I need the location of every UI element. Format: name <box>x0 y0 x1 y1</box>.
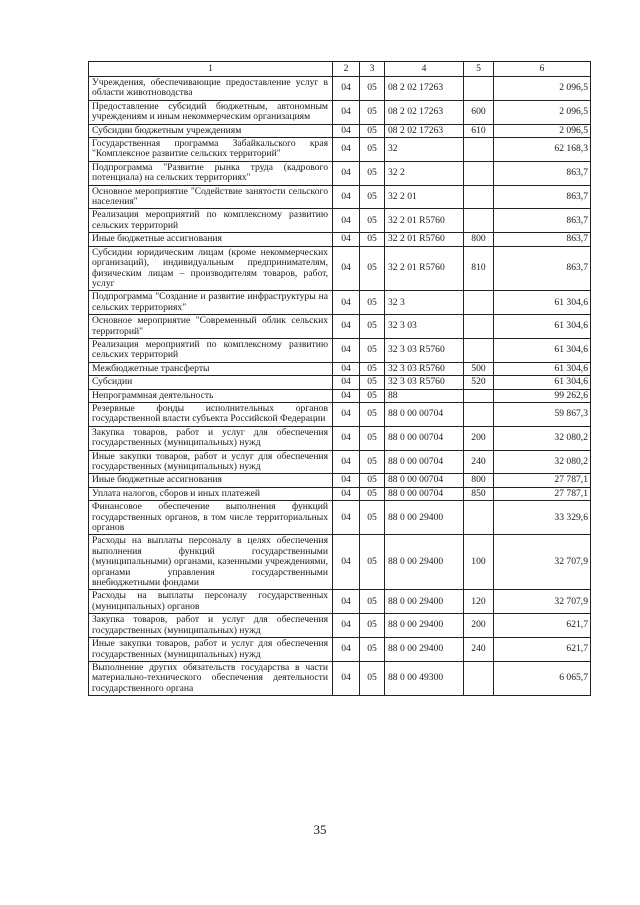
row-name: Реализация мероприятий по комплексному развитию сельских территорий <box>89 209 333 233</box>
row-name: Субсидии <box>89 376 333 389</box>
row-subsection: 05 <box>360 614 385 638</box>
row-subsection: 05 <box>360 487 385 500</box>
header-col-4: 4 <box>385 62 464 77</box>
row-target-article: 88 0 00 00704 <box>385 474 464 487</box>
row-target-article: 08 2 02 17263 <box>385 77 464 101</box>
row-subsection: 05 <box>360 338 385 362</box>
row-subsection: 05 <box>360 376 385 389</box>
row-section: 04 <box>333 590 360 614</box>
row-name: Выполнение других обязательств государства в части материально-технического обеспечения деятельности государственного органа <box>89 661 333 695</box>
row-target-article: 88 <box>385 389 464 402</box>
row-amount: 61 304,6 <box>494 291 591 315</box>
row-section: 04 <box>333 246 360 291</box>
row-subsection: 05 <box>360 362 385 375</box>
row-section: 04 <box>333 501 360 535</box>
row-target-article: 32 3 03 R5760 <box>385 362 464 375</box>
table-row <box>89 138 591 162</box>
row-name: Основное мероприятие "Современный облик сельских территорий" <box>89 315 333 339</box>
table-body <box>89 77 591 696</box>
row-amount: 62 168,3 <box>494 138 591 162</box>
row-amount: 863,7 <box>494 233 591 246</box>
header-col-5: 5 <box>464 62 494 77</box>
table-row <box>89 501 591 535</box>
row-expense-type <box>464 209 494 233</box>
row-expense-type: 850 <box>464 487 494 500</box>
table-row <box>89 389 591 402</box>
row-subsection: 05 <box>360 77 385 101</box>
row-section: 04 <box>333 450 360 474</box>
table-row <box>89 614 591 638</box>
row-expense-type: 240 <box>464 638 494 662</box>
row-target-article: 08 2 02 17263 <box>385 100 464 124</box>
table-row <box>89 590 591 614</box>
row-name: Реализация мероприятий по комплексному развитию сельских территорий <box>89 338 333 362</box>
row-section: 04 <box>333 614 360 638</box>
row-amount: 61 304,6 <box>494 376 591 389</box>
table-row <box>89 474 591 487</box>
row-amount: 32 707,9 <box>494 535 591 590</box>
row-name: Уплата налогов, сборов и иных платежей <box>89 487 333 500</box>
row-section: 04 <box>333 291 360 315</box>
row-target-article: 88 0 00 00704 <box>385 402 464 426</box>
budget-table-page <box>88 61 590 696</box>
row-subsection: 05 <box>360 100 385 124</box>
row-subsection: 05 <box>360 501 385 535</box>
row-expense-type: 800 <box>464 474 494 487</box>
header-col-2: 2 <box>333 62 360 77</box>
row-name: Закупка товаров, работ и услуг для обеспечения государственных (муниципальных) нужд <box>89 426 333 450</box>
row-subsection: 05 <box>360 161 385 185</box>
row-section: 04 <box>333 338 360 362</box>
row-expense-type <box>464 338 494 362</box>
row-target-article: 88 0 00 29400 <box>385 535 464 590</box>
row-section: 04 <box>333 535 360 590</box>
row-section: 04 <box>333 185 360 209</box>
table-row <box>89 450 591 474</box>
row-expense-type: 200 <box>464 614 494 638</box>
row-section: 04 <box>333 124 360 137</box>
table-row <box>89 209 591 233</box>
table-row <box>89 185 591 209</box>
table-row <box>89 535 591 590</box>
row-target-article: 88 0 00 29400 <box>385 638 464 662</box>
row-name: Резервные фонды исполнительных органов государственной власти субъекта Российской Федерации <box>89 402 333 426</box>
row-expense-type <box>464 661 494 695</box>
row-amount: 2 096,5 <box>494 100 591 124</box>
row-subsection: 05 <box>360 474 385 487</box>
row-expense-type <box>464 501 494 535</box>
row-section: 04 <box>333 402 360 426</box>
row-expense-type: 240 <box>464 450 494 474</box>
row-amount: 32 707,9 <box>494 590 591 614</box>
row-subsection: 05 <box>360 638 385 662</box>
row-name: Основное мероприятие "Содействие занятости сельского населения" <box>89 185 333 209</box>
row-expense-type: 200 <box>464 426 494 450</box>
row-amount: 863,7 <box>494 246 591 291</box>
row-name: Иные бюджетные ассигнования <box>89 474 333 487</box>
row-target-article: 32 3 03 R5760 <box>385 338 464 362</box>
table-row <box>89 402 591 426</box>
row-name: Субсидии бюджетным учреждениям <box>89 124 333 137</box>
table-row <box>89 638 591 662</box>
table-row <box>89 77 591 101</box>
row-subsection: 05 <box>360 389 385 402</box>
row-amount: 2 096,5 <box>494 77 591 101</box>
table-row <box>89 246 591 291</box>
row-amount: 27 787,1 <box>494 474 591 487</box>
row-section: 04 <box>333 209 360 233</box>
table-row <box>89 233 591 246</box>
row-subsection: 05 <box>360 426 385 450</box>
row-amount: 863,7 <box>494 185 591 209</box>
row-expense-type: 810 <box>464 246 494 291</box>
row-name: Субсидии юридическим лицам (кроме некоммерческих организаций), индивидуальным предпринимателям, физическим лицам – производителям товаров, работ, услуг <box>89 246 333 291</box>
row-expense-type <box>464 185 494 209</box>
table-row <box>89 338 591 362</box>
row-name: Финансовое обеспечение выполнения функций государственных органов, в том числе территориальных органов <box>89 501 333 535</box>
row-expense-type: 600 <box>464 100 494 124</box>
header-col-1: 1 <box>89 62 333 77</box>
row-subsection: 05 <box>360 246 385 291</box>
table-row <box>89 426 591 450</box>
row-name: Предоставление субсидий бюджетным, автономным учреждениям и иным некоммерческим организациям <box>89 100 333 124</box>
row-subsection: 05 <box>360 450 385 474</box>
row-target-article: 32 2 01 R5760 <box>385 233 464 246</box>
header-col-6: 6 <box>494 62 591 77</box>
row-name: Иные закупки товаров, работ и услуг для обеспечения государственных (муниципальных) нужд <box>89 638 333 662</box>
row-target-article: 88 0 00 00704 <box>385 450 464 474</box>
row-name: Закупка товаров, работ и услуг для обеспечения государственных (муниципальных) нужд <box>89 614 333 638</box>
row-amount: 2 096,5 <box>494 124 591 137</box>
row-expense-type: 800 <box>464 233 494 246</box>
row-amount: 863,7 <box>494 161 591 185</box>
row-name: Расходы на выплаты персоналу государственных (муниципальных) органов <box>89 590 333 614</box>
row-amount: 61 304,6 <box>494 362 591 375</box>
row-expense-type <box>464 161 494 185</box>
row-target-article: 88 0 00 00704 <box>385 487 464 500</box>
row-name: Подпрограмма "Развитие рынка труда (кадрового потенциала) на сельских территориях" <box>89 161 333 185</box>
row-section: 04 <box>333 661 360 695</box>
table-row <box>89 161 591 185</box>
row-section: 04 <box>333 233 360 246</box>
row-target-article: 88 0 00 29400 <box>385 614 464 638</box>
row-section: 04 <box>333 389 360 402</box>
row-amount: 32 080,2 <box>494 426 591 450</box>
row-subsection: 05 <box>360 661 385 695</box>
row-expense-type: 520 <box>464 376 494 389</box>
row-section: 04 <box>333 77 360 101</box>
table-row <box>89 315 591 339</box>
row-expense-type <box>464 138 494 162</box>
row-subsection: 05 <box>360 535 385 590</box>
row-name: Иные бюджетные ассигнования <box>89 233 333 246</box>
row-section: 04 <box>333 138 360 162</box>
row-subsection: 05 <box>360 209 385 233</box>
row-name: Непрограммная деятельность <box>89 389 333 402</box>
row-amount: 6 065,7 <box>494 661 591 695</box>
table-row <box>89 124 591 137</box>
row-section: 04 <box>333 315 360 339</box>
row-section: 04 <box>333 638 360 662</box>
row-section: 04 <box>333 474 360 487</box>
row-target-article: 32 2 01 R5760 <box>385 209 464 233</box>
row-amount: 59 867,3 <box>494 402 591 426</box>
row-target-article: 32 3 <box>385 291 464 315</box>
row-subsection: 05 <box>360 402 385 426</box>
header-row <box>89 62 591 77</box>
row-subsection: 05 <box>360 233 385 246</box>
row-subsection: 05 <box>360 124 385 137</box>
row-section: 04 <box>333 100 360 124</box>
row-amount: 621,7 <box>494 638 591 662</box>
row-expense-type: 500 <box>464 362 494 375</box>
row-target-article: 32 3 03 <box>385 315 464 339</box>
row-subsection: 05 <box>360 315 385 339</box>
row-target-article: 88 0 00 29400 <box>385 590 464 614</box>
row-subsection: 05 <box>360 291 385 315</box>
row-amount: 32 080,2 <box>494 450 591 474</box>
row-amount: 621,7 <box>494 614 591 638</box>
row-name: Межбюджетные трансферты <box>89 362 333 375</box>
row-target-article: 88 0 00 00704 <box>385 426 464 450</box>
row-section: 04 <box>333 376 360 389</box>
row-subsection: 05 <box>360 185 385 209</box>
row-name: Подпрограмма "Создание и развитие инфраструктуры на сельских территориях" <box>89 291 333 315</box>
row-name: Иные закупки товаров, работ и услуг для обеспечения государственных (муниципальных) нужд <box>89 450 333 474</box>
row-expense-type <box>464 315 494 339</box>
row-amount: 99 262,6 <box>494 389 591 402</box>
header-col-3: 3 <box>360 62 385 77</box>
row-target-article: 08 2 02 17263 <box>385 124 464 137</box>
row-expense-type <box>464 402 494 426</box>
row-expense-type <box>464 389 494 402</box>
row-target-article: 88 0 00 49300 <box>385 661 464 695</box>
row-expense-type: 120 <box>464 590 494 614</box>
row-section: 04 <box>333 487 360 500</box>
row-amount: 61 304,6 <box>494 315 591 339</box>
row-name: Расходы на выплаты персоналу в целях обеспечения выполнения функций государственными (муниципальными) органами, казенными учреждениями, органами управления государственными внебюджетными фондами <box>89 535 333 590</box>
table-row <box>89 100 591 124</box>
row-section: 04 <box>333 362 360 375</box>
table-row <box>89 362 591 375</box>
row-target-article: 32 2 <box>385 161 464 185</box>
row-name: Учреждения, обеспечивающие предоставление услуг в области животноводства <box>89 77 333 101</box>
row-expense-type <box>464 77 494 101</box>
row-target-article: 88 0 00 29400 <box>385 501 464 535</box>
row-section: 04 <box>333 161 360 185</box>
row-target-article: 32 2 01 R5760 <box>385 246 464 291</box>
row-target-article: 32 3 03 R5760 <box>385 376 464 389</box>
row-subsection: 05 <box>360 138 385 162</box>
row-target-article: 32 2 01 <box>385 185 464 209</box>
table-row <box>89 291 591 315</box>
table-row <box>89 487 591 500</box>
page-number: 35 <box>313 822 327 837</box>
table-row <box>89 661 591 695</box>
row-amount: 33 329,6 <box>494 501 591 535</box>
row-expense-type: 100 <box>464 535 494 590</box>
row-amount: 863,7 <box>494 209 591 233</box>
row-amount: 27 787,1 <box>494 487 591 500</box>
row-section: 04 <box>333 426 360 450</box>
row-expense-type <box>464 291 494 315</box>
row-target-article: 32 <box>385 138 464 162</box>
table-row <box>89 376 591 389</box>
row-amount: 61 304,6 <box>494 338 591 362</box>
row-expense-type: 610 <box>464 124 494 137</box>
budget-table <box>88 61 591 696</box>
row-subsection: 05 <box>360 590 385 614</box>
row-name: Государственная программа Забайкальского края "Комплексное развитие сельских территорий" <box>89 138 333 162</box>
